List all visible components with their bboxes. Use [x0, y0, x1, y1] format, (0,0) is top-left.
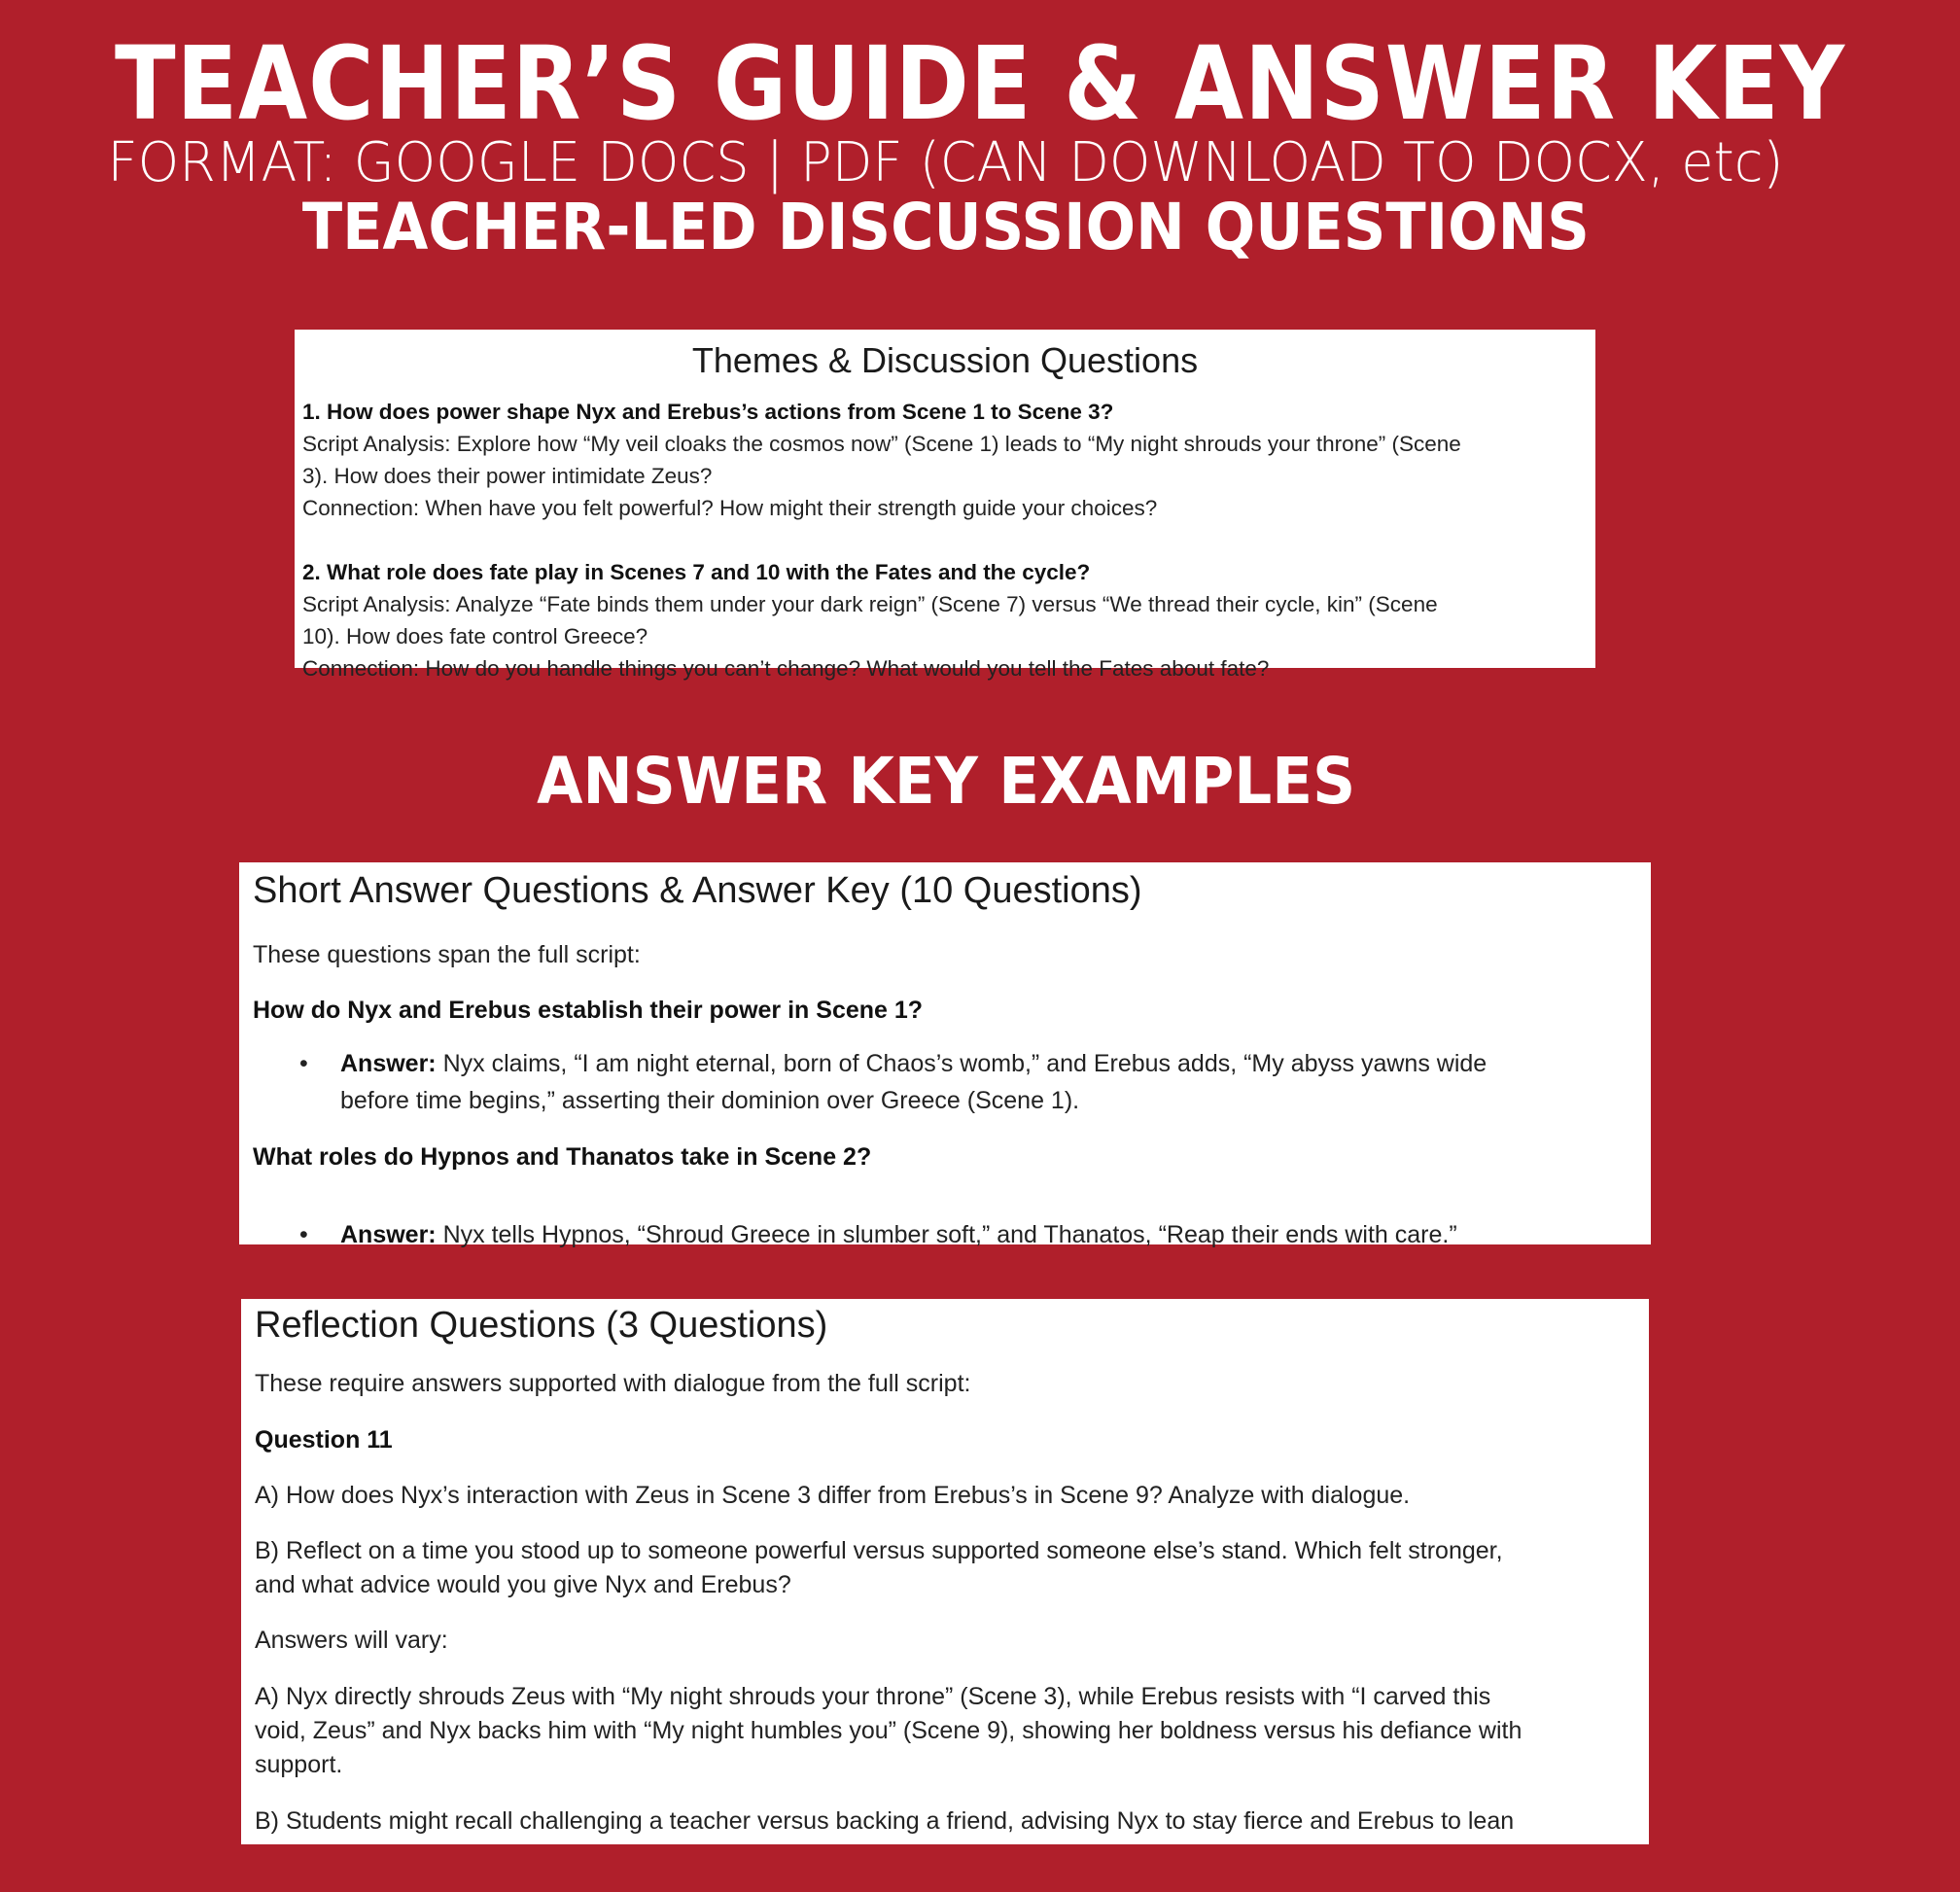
- answer-text-cont: before time begins,” asserting their dominion over Greece (Scene 1).: [340, 1087, 1080, 1114]
- format-line: FORMAT: GOOGLE DOCS | PDF (CAN DOWNLOAD TO DOCX, etc): [108, 131, 1784, 194]
- connection: Connection: How do you handle things you can’t change? What would you tell the Fates about fate?: [302, 656, 1270, 681]
- answer-key-heading: ANSWER KEY EXAMPLES: [537, 744, 1355, 819]
- bullet-icon: •: [299, 1050, 308, 1077]
- answer-a-cont: support.: [255, 1751, 343, 1778]
- bullet-icon: •: [299, 1221, 308, 1248]
- discussion-question: 1. How does power shape Nyx and Erebus’s actions from Scene 1 to Scene 3?: [302, 400, 1114, 424]
- answer-text: Nyx claims, “I am night eternal, born of Chaos’s womb,” and Erebus adds, “My abyss yawns wide: [436, 1050, 1488, 1077]
- answer-item: [340, 1216, 1457, 1253]
- page-title: TEACHER’S GUIDE & ANSWER KEY: [114, 24, 1845, 143]
- script-analysis: Script Analysis: Analyze “Fate binds them under your dark reign” (Scene 7) versus “We thread their cycle, kin” (Scene: [302, 592, 1438, 616]
- answers-label: Answers will vary:: [255, 1627, 448, 1654]
- short-answer-panel: [239, 862, 1651, 1248]
- script-analysis-cont: 3). How does their power intimidate Zeus?: [302, 464, 713, 488]
- panel-title: Themes & Discussion Questions: [691, 340, 1199, 380]
- panel-intro: These questions span the full script:: [253, 941, 641, 968]
- question-part-b-cont: and what advice would you give Nyx and Erebus?: [255, 1571, 791, 1598]
- question-part-a: A) How does Nyx’s interaction with Zeus in Scene 3 differ from Erebus’s in Scene 9? Analyze with dialogue.: [255, 1482, 1411, 1509]
- panel-intro: These require answers supported with dialogue from the full script:: [255, 1370, 971, 1397]
- answer-label: Answer:: [340, 1221, 437, 1248]
- answer-b: B) Students might recall challenging a teacher versus backing a friend, advising Nyx to stay fierce and Erebus to lean: [255, 1807, 1515, 1835]
- short-answer-question: What roles do Hypnos and Thanatos take in Scene 2?: [253, 1143, 872, 1171]
- reflection-panel: [241, 1299, 1649, 1844]
- answer-a: A) Nyx directly shrouds Zeus with “My night shrouds your throne” (Scene 3), while Erebus resists with “I carved this: [255, 1683, 1491, 1710]
- panel-title: Short Answer Questions & Answer Key (10 Questions): [253, 870, 1142, 911]
- discussion-heading: TEACHER-LED DISCUSSION QUESTIONS: [302, 190, 1590, 264]
- panel-title: Reflection Questions (3 Questions): [255, 1305, 828, 1346]
- question-label: Question 11: [255, 1426, 393, 1454]
- themes-discussion-panel: [295, 330, 1595, 681]
- answer-label: Answer:: [340, 1050, 437, 1077]
- discussion-question: 2. What role does fate play in Scenes 7 and 10 with the Fates and the cycle?: [302, 560, 1091, 584]
- connection: Connection: When have you felt powerful? How might their strength guide your choices?: [302, 496, 1158, 520]
- short-answer-question: How do Nyx and Erebus establish their power in Scene 1?: [253, 997, 924, 1024]
- script-analysis-cont: 10). How does fate control Greece?: [302, 624, 648, 648]
- answer-a-cont: void, Zeus” and Nyx backs him with “My night humbles you” (Scene 9), showing her boldness versus his defiance with: [255, 1717, 1522, 1744]
- answer-text: Nyx tells Hypnos, “Shroud Greece in slumber soft,” and Thanatos, “Reap their ends with care.”: [436, 1221, 1457, 1248]
- question-part-b: B) Reflect on a time you stood up to someone powerful versus supported someone else’s stand. Which felt stronger,: [255, 1537, 1503, 1564]
- script-analysis: Script Analysis: Explore how “My veil cloaks the cosmos now” (Scene 1) leads to “My night shrouds your throne” (Scene: [302, 432, 1461, 456]
- answer-item: [340, 1045, 1487, 1082]
